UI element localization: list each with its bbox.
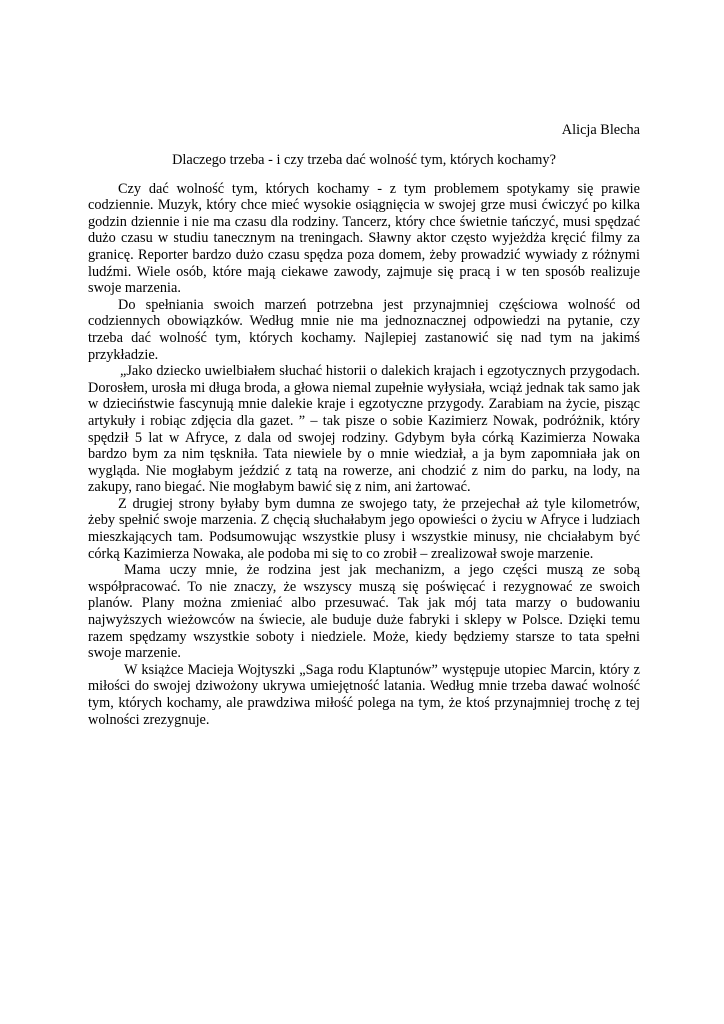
paragraph-2: Do spełniania swoich marzeń potrzebna jest przynajmniej częściowa wolność od codziennych obowiązków. Według mnie nie ma jednoznacznej odpowiedzi na pytanie, czy trzeba dać wolność tym, których kochamy. Najlepiej zastanowić się nad tym na jakimś przykładzie. [88,296,640,363]
paragraph-1: Czy dać wolność tym, których kochamy - z tym problemem spotykamy się prawie codziennie. Muzyk, który chce mieć wysokie osiągnięcia w swojej grze musi ćwiczyć po kilka godzin dziennie i nie ma czasu dla rodziny. Tancerz, który chce świetnie tańczyć, musi spędzać dużo czasu w studiu tanecznym na treningach. Sławny aktor często wyjeżdża kręcić filmy za granicę. Reporter bardzo dużo czasu spędza poza domem, żeby prowadzić wywiady z różnymi ludźmi. Wiele osób, które mają ciekawe zawody, zajmuje się pracą i w ten sposób realizuje swoje marzenia. [88,180,640,297]
document-page [88,122,640,728]
author-name: Alicja Blecha [561,122,640,138]
paragraph-3: „Jako dziecko uwielbiałem słuchać historii o dalekich krajach i egzotycznych przygodach. Dorosłem, urosła mi długa broda, a głowa niemal zupełnie wyłysiała, wciąż jednak tak samo jak w dzieciństwie fascynują mnie dalekie kraje i egzotyczne przygody. Zarabiam na życie, pisząc artykuły i robiąc zdjęcia dla gazet. ” – tak pisze o sobie Kazimierz Nowak, podróżnik, który spędził 5 lat w Afryce, z dala od swojej rodziny. Gdybym była córką Kazimierza Nowaka bardzo bym za nim tęskniła. Tata niewiele by o mnie wiedział, a ja bym zapomniała jak on wygląda. Nie mogłabym jeździć z tatą na rowerze, ani chodzić z nim do parku, na lody, na zakupy, rano biegać. Nie mogłabym bawić się z nim, ani żartować. [88,363,640,496]
paragraph-6: W książce Macieja Wojtyszki „Saga rodu Klaptunów” występuje utopiec Marcin, który z miłości do swojej dziwożony ukrywa umiejętność latania. Według mnie trzeba dawać wolność tym, których kochamy, ale prawdziwa miłość polega na tym, że ktoś przynajmniej trochę z tej wolności zrezygnuje. [88,661,640,728]
essay-title: Dlaczego trzeba - i czy trzeba dać wolność tym, których kochamy? [172,152,556,168]
paragraph-4: Z drugiej strony byłaby bym dumna ze swojego taty, że przejechał aż tyle kilometrów, żeby spełnić swoje marzenia. Z chęcią słuchałabym jego opowieści o życiu w Afryce i ludziach mieszkających tam. Podsumowując wszystkie plusy i wszystkie minusy, nie chciałabym być córką Kazimierza Nowaka, ale podoba mi się to co zrobił – zrealizował swoje marzenie. [88,495,640,562]
paragraph-5: Mama uczy mnie, że rodzina jest jak mechanizm, a jego części muszą ze sobą współpracować. To nie znaczy, że wszyscy muszą się poświęcać i rezygnować ze swoich planów. Plany można zmieniać albo przesuwać. Tak jak mój tata marzy o budowaniu najwyższych wieżowców na świecie, ale buduje duże fabryki i sklepy w Polsce. Dzięki temu razem spędzamy wszystkie soboty i niedziele. Może, kiedy będziemy starsze to tata spełni swoje marzenie. [88,562,640,662]
